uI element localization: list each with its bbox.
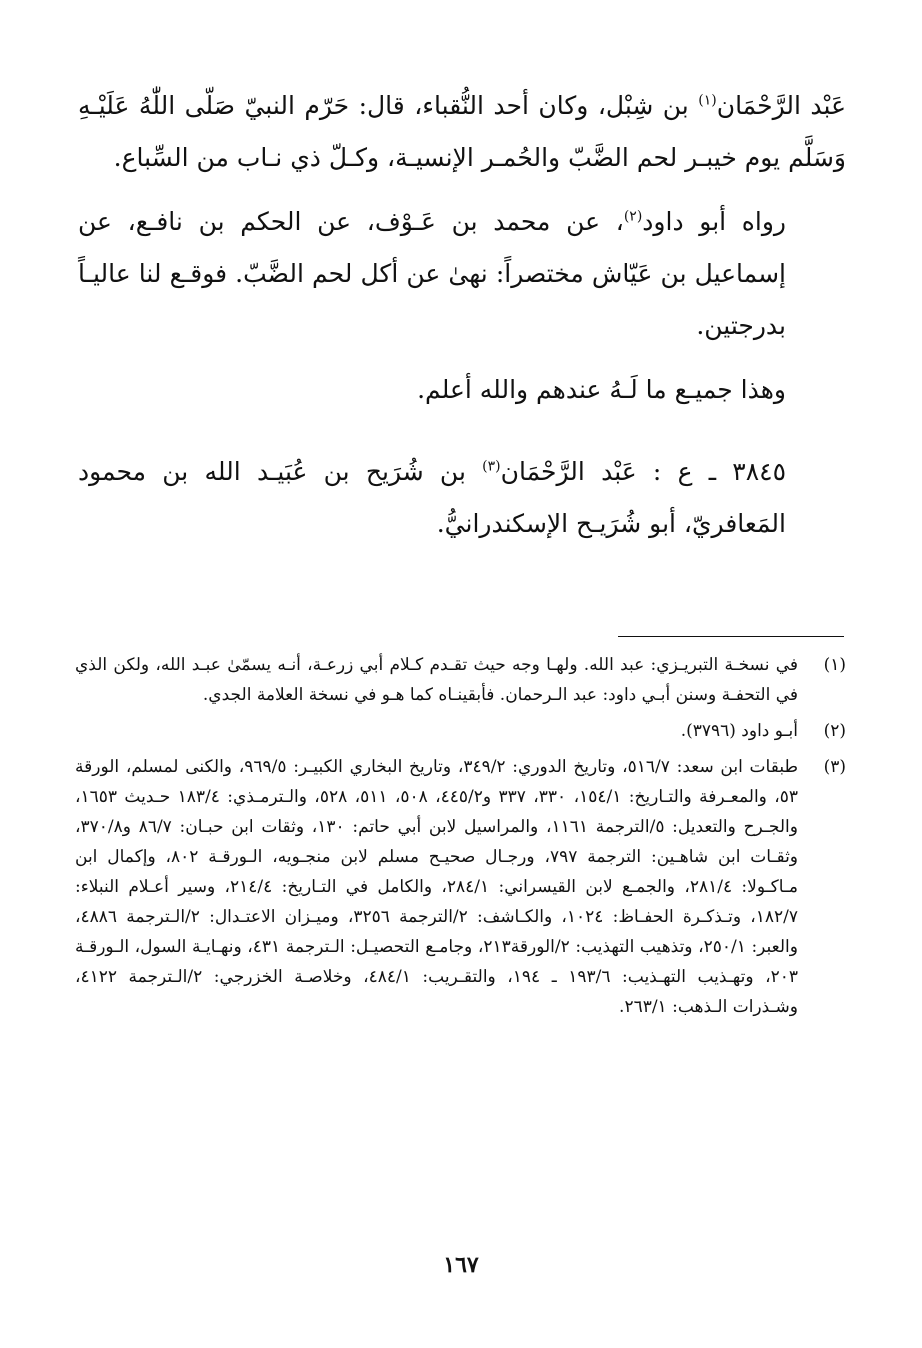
paragraph-hadith (78, 80, 846, 184)
footnote-number: (٣) (823, 757, 846, 777)
footnote-item (75, 650, 846, 710)
paragraph-narration (78, 196, 846, 352)
footnote-ref-3[interactable]: (٣) (482, 458, 501, 475)
footnote-item (75, 716, 846, 746)
footnote-number: (٢) (823, 721, 846, 741)
text-segment: رواه أبو داود (642, 207, 786, 236)
text-segment: بن شِبْل، وكان أحد النُّقباء، قال: حَرّم النبيّ صَلّى اللّٰهُ عَلَيْـهِ وَسَلَّم يوم خيبـر لحم الضَّبّ والحُمـر الإنسيـة، وكـلّ ذي نـاب من السِّباع. (78, 91, 846, 172)
entry-heading (78, 446, 846, 550)
footnote-number: (١) (823, 655, 846, 675)
main-text (78, 80, 846, 550)
text-segment: عَبْد الرَّحْمَان (716, 91, 846, 120)
footnote-text: في نسخـة التبريـزي: عبد الله. ولهـا وجه حيث تقـدم كـلام أبي زرعـة، أنـه يسمّىٰ عبـد الله، ولكن الذي في التحفـة وسنن أبـي داود: عبد الـرحمان. فأبقينـاه كما هـو في نسخة العلامة الجدي. (75, 655, 798, 705)
footnote-text: طبقات ابن سعد: ٥١٦/٧، وتاريخ الدوري: ٣٤٩/٢، وتاريخ البخاري الكبيـر: ٩٦٩/٥، والكنى لمسلم، الورقة ٥٣، والمعـرفة والتـاريخ: ١٥٤/١، ٣٣٠، ٣٣٧ و٤٤٥/٢، ٥٠٨، ٥١١، ٥٢٨، والـترمـذي: ١٨٣/٤ حـديث ١٦٥٣، والجـرح والتعديل: ٥/الترجمة ١١٦١، والمراسيل لابن أبي حاتم: ١٣٠، وثقات ابن حبـان: ٨٦/٧ و٣٧٠/٨، وثقـات ابن شاهـين: الترجمة ٧٩٧، ورجـال صحيـح مسلم لابن منجـويه، الـورقـة ٨٠٢، وإكمال ابن مـاكـولا: ٢٨١/٤، والجمـع لابن القيسراني: ٢٨٤/١، والكامل في التـاريخ: ٢١٤/٤، وسير أعـلام النبلاء: ١٨٢/٧، وتـذكـرة الحفـاظ: ١٠٢٤، والكـاشف: ٢/الترجمة ٣٢٥٦، وميـزان الاعتـدال: ٢/الـترجمة ٤٨٨٦، والعبر: ٢٥٠/١، وتذهيب التهذيب: ٢/الورقة٢١٣، وجامـع التحصيـل: الـترجمة ٤٣١، ونهـايـة السول، الـورقـة ٢٠٣، وتهـذيب التهـذيب: ١٩٣/٦ ـ ١٩٤، والتقـريب: ٤٨٤/١، وخلاصـة الخزرجي: ٢/الـترجمة ٤١٢٢، وشـذرات الـذهب: ٢٦٣/١. (75, 757, 799, 1017)
footnote-ref-2[interactable]: (٢) (623, 208, 643, 225)
text-segment: ، عن محمد بن عَـوْف، عن الحكم بن نافـع، عن إسماعيل بن عَيّاش مختصراً: نهىٰ عن أكل لحم الضَّبّ. فوقـع لنا عاليـاً بدرجتين. (78, 207, 786, 340)
footnotes (75, 650, 846, 1028)
text-segment: ٣٨٤٥ ـ ع : عَبْد الرَّحْمَان (500, 457, 786, 486)
footnote-item (75, 752, 846, 1022)
footnote-text: أبـو داود (٣٧٩٦). (680, 721, 798, 741)
paragraph-closing: وهذا جميـع ما لَـهُ عندهم والله أعلم. (417, 375, 786, 404)
footnote-divider (618, 636, 844, 637)
text-segment: بن شُرَيح بن عُبَيـد الله بن محمود المَعافريّ، أبو شُرَيـح الإسكندرانيُّ. (78, 457, 786, 538)
footnote-ref-1[interactable]: (١) (698, 92, 717, 109)
page-number: ١٦٧ (443, 1252, 479, 1278)
